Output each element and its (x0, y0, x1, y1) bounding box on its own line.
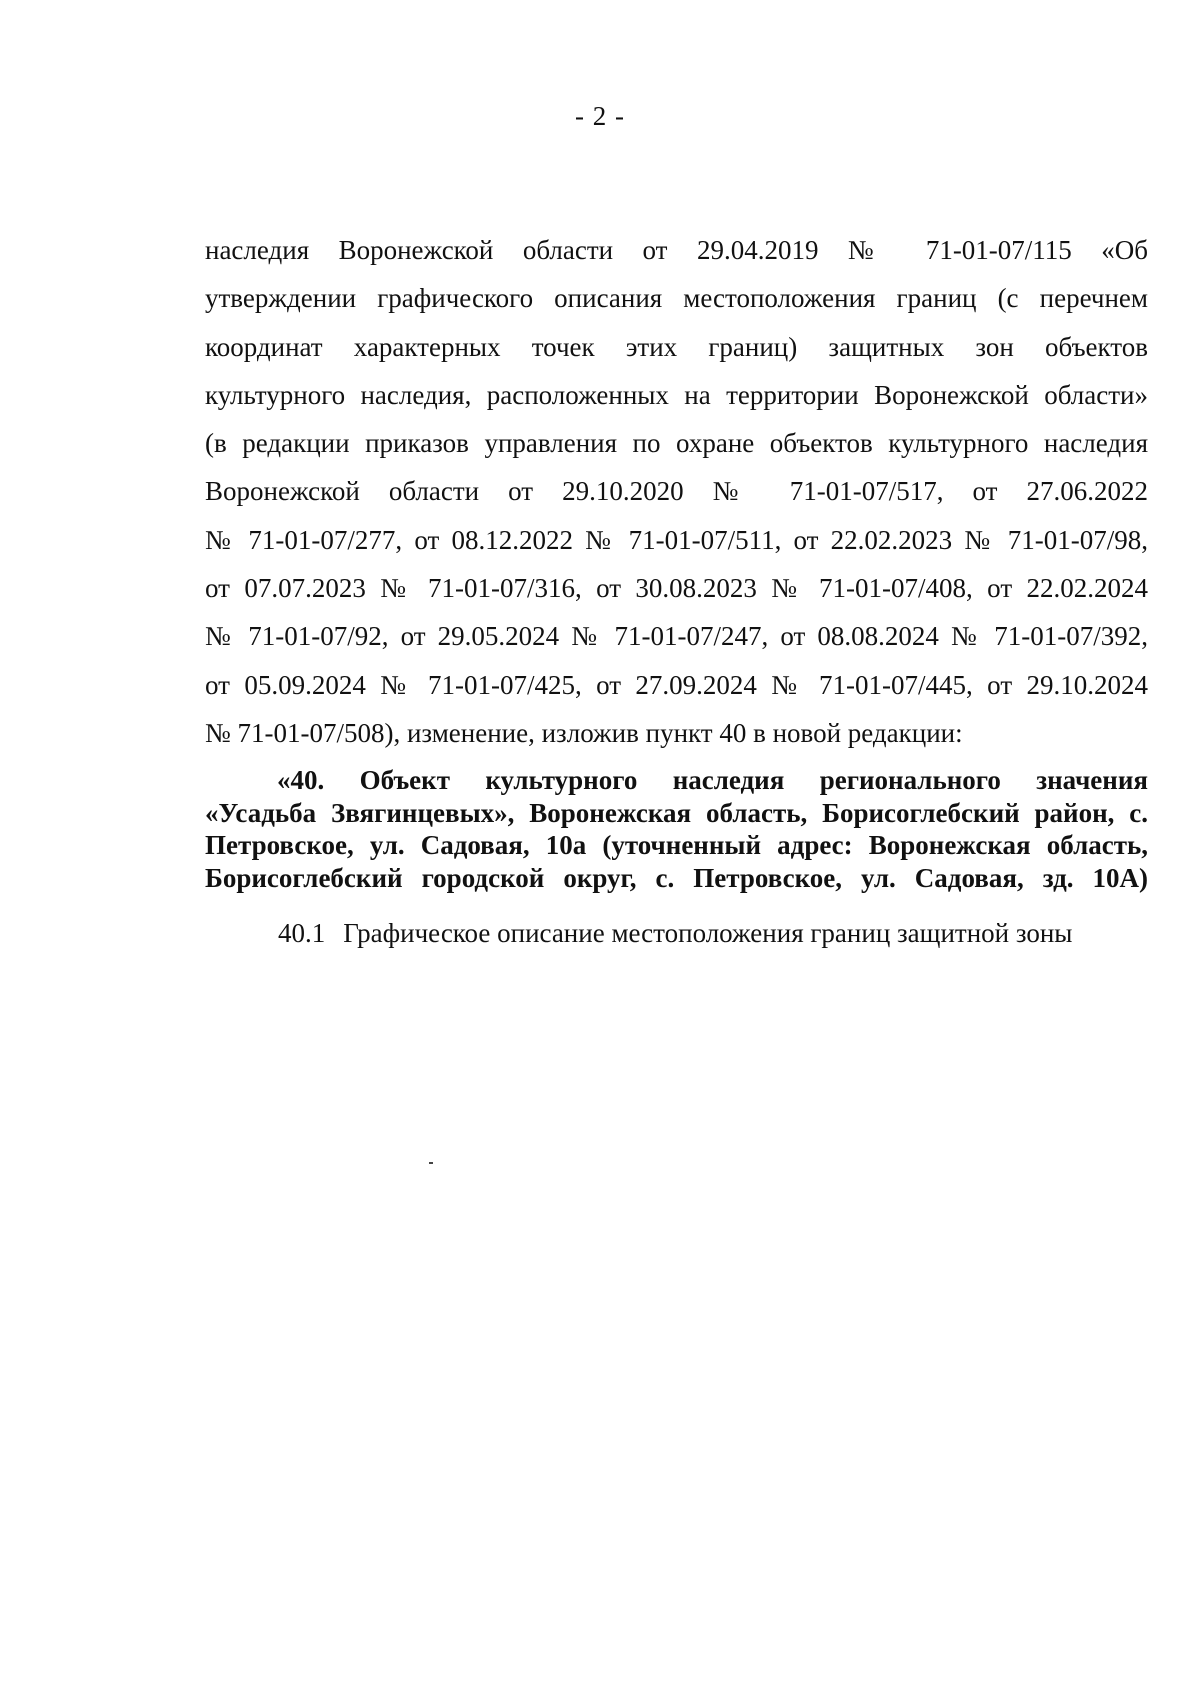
text-line: от 07.07.2023 № 71-01-07/316, от 30.08.2023 № 71-01-07/408, от 22.02.2024 (205, 573, 1148, 604)
text-line: утверждении графического описания местоположения границ (с перечнем (205, 283, 1148, 314)
text-line: от 05.09.2024 № 71-01-07/425, от 27.09.2024 № 71-01-07/445, от 29.10.2024 (205, 669, 1148, 700)
heading-line: Петровское, ул. Садовая, 10а (уточненный адрес: Воронежская область, (205, 830, 1148, 860)
text-line: координат характерных точек этих границ) защитных зон объектов (205, 331, 1148, 362)
item-40-heading (205, 764, 1148, 894)
text-line: № 71-01-07/277, от 08.12.2022 № 71-01-07/511, от 22.02.2023 № 71-01-07/98, (205, 524, 1148, 555)
text-line: № 71-01-07/92, от 29.05.2024 № 71-01-07/247, от 08.08.2024 № 71-01-07/392, (205, 621, 1148, 652)
text-line: Воронежской области от 29.10.2020 № 71-01-07/517, от 27.06.2022 (205, 476, 1148, 507)
subsection-number: 40.1 (278, 918, 326, 948)
text-line: наследия Воронежской области от 29.04.2019 № 71-01-07/115 «Об (205, 235, 1148, 265)
text-line: № 71-01-07/508), изменение, изложив пункт 40 в новой редакции: (205, 717, 963, 748)
heading-line: Борисоглебский городской округ, с. Петровское, ул. Садовая, зд. 10А) (205, 862, 1148, 893)
heading-line: «Усадьба Звягинцевых», Воронежская область, Борисоглебский район, с. (205, 797, 1148, 828)
subsection-title: Графическое описание местоположения границ защитной зоны (343, 918, 1073, 948)
subsection-40-1 (278, 917, 1072, 949)
page-number: - 2 - (575, 101, 625, 131)
text-line: (в редакции приказов управления по охране объектов культурного наследия (205, 428, 1148, 459)
heading-line: «40. Объект культурного наследия регионального значения (277, 765, 1148, 795)
text-line: культурного наследия, расположенных на территории Воронежской области» (205, 379, 1148, 410)
scan-artifact-mark (429, 1162, 433, 1164)
order-amendment-text (205, 226, 1148, 757)
